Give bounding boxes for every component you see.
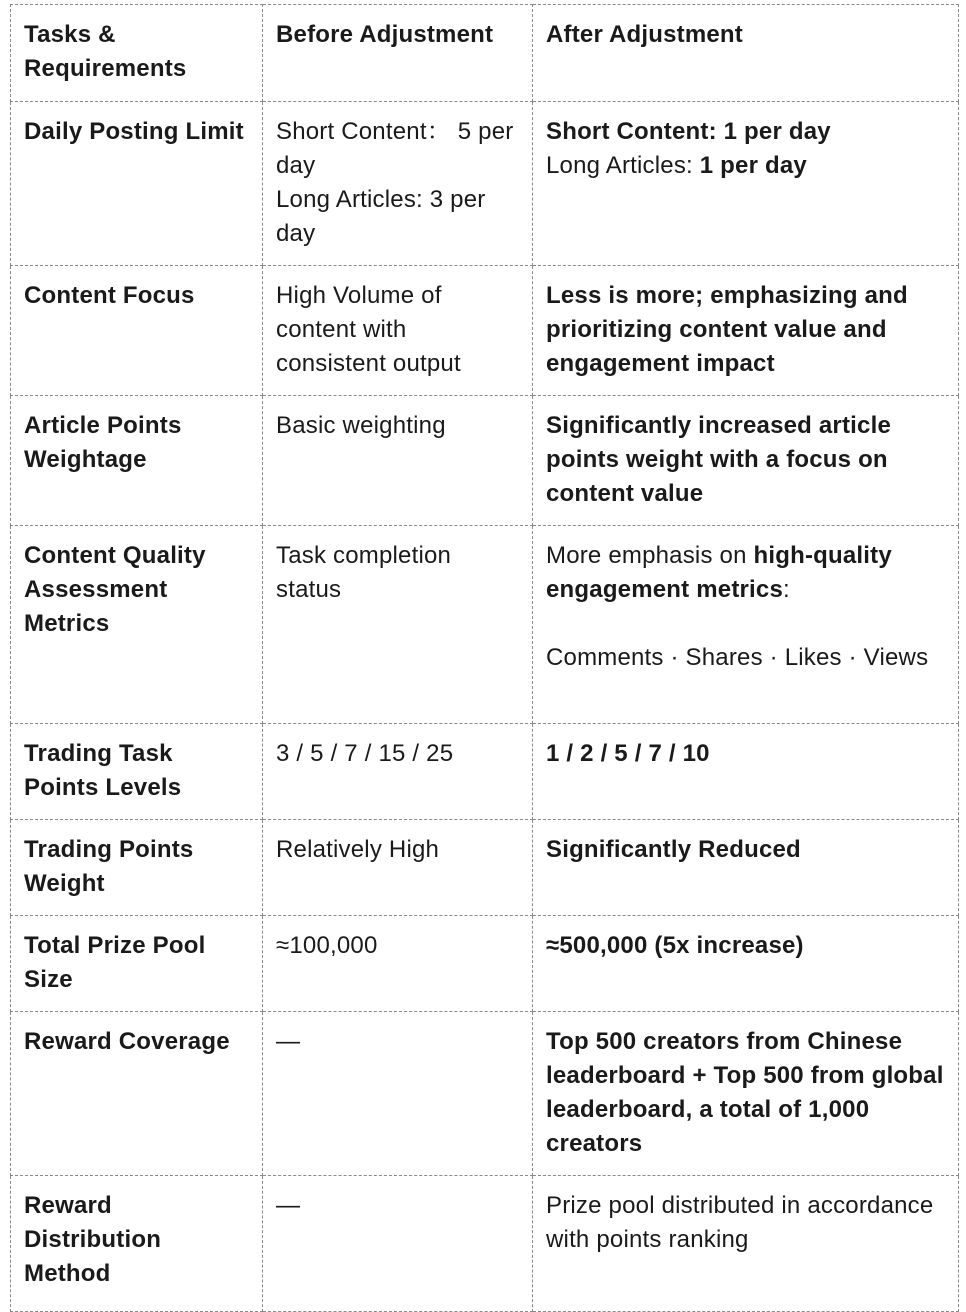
after-cell (533, 526, 959, 724)
comparison-table-container (10, 4, 958, 1312)
after-cell (533, 724, 959, 820)
after-suffix: : (783, 576, 790, 603)
row-label: Content Focus (11, 266, 263, 396)
comparison-table (10, 4, 959, 1312)
after-cell (533, 916, 959, 1012)
table-row-total-prize-pool-size (11, 916, 959, 1012)
before-cell (263, 102, 533, 266)
table-row-reward-coverage (11, 1012, 959, 1176)
after-cell (533, 102, 959, 266)
table-row-trading-task-points-levels (11, 724, 959, 820)
after-cell (533, 1012, 959, 1176)
table-row-content-quality-metrics (11, 526, 959, 724)
after-bold-metrics: high-quality engagement metrics (546, 542, 892, 603)
header-tasks-requirements: Tasks & Requirements (11, 5, 263, 102)
after-text: Less is more; emphasizing and prioritizing content value and engagement impact (546, 282, 908, 377)
table-header-row (11, 5, 959, 102)
after-cell (533, 820, 959, 916)
after-text: Top 500 creators from Chinese leaderboard + Top 500 from global leaderboard, a total of 1,000 creators (546, 1028, 944, 1157)
after-long-articles-value: 1 per day (699, 152, 807, 179)
row-label: Reward Distribution Method (11, 1176, 263, 1312)
row-label: Article Points Weightage (11, 396, 263, 526)
table-row-content-focus (11, 266, 959, 396)
after-prefix: More emphasis on (546, 542, 754, 569)
header-after-adjustment: After Adjustment (533, 5, 959, 102)
table-row-reward-distribution-method (11, 1176, 959, 1312)
after-cell (533, 266, 959, 396)
row-label: Daily Posting Limit (11, 102, 263, 266)
header-before-adjustment: Before Adjustment (263, 5, 533, 102)
table-row-trading-points-weight (11, 820, 959, 916)
before-cell: Relatively High (263, 820, 533, 916)
row-label: Trading Points Weight (11, 820, 263, 916)
before-cell: High Volume of content with consistent output (263, 266, 533, 396)
before-short-content: Short Content： 5 per day (276, 118, 514, 179)
row-label: Reward Coverage (11, 1012, 263, 1176)
after-text: Significantly Reduced (546, 836, 801, 863)
before-long-articles: Long Articles: 3 per day (276, 186, 486, 247)
after-text: Significantly increased article points weight with a focus on content value (546, 412, 892, 507)
before-cell: 3 / 5 / 7 / 15 / 25 (263, 724, 533, 820)
table-row-daily-posting-limit (11, 102, 959, 266)
before-cell: Basic weighting (263, 396, 533, 526)
after-text: ≈500,000 (5x increase) (546, 932, 804, 959)
after-text: 1 / 2 / 5 / 7 / 10 (546, 740, 710, 767)
row-label: Content Quality Assessment Metrics (11, 526, 263, 724)
after-short-content: Short Content: 1 per day (546, 118, 831, 145)
after-cell (533, 396, 959, 526)
row-label: Total Prize Pool Size (11, 916, 263, 1012)
before-cell: ≈100,000 (263, 916, 533, 1012)
after-cell: Prize pool distributed in accordance with points ranking (533, 1176, 959, 1312)
before-cell: Task completion status (263, 526, 533, 724)
after-long-articles-label: Long Articles: (546, 152, 700, 179)
after-metrics-list: Comments · Shares · Likes · Views (546, 644, 929, 671)
before-cell: — (263, 1012, 533, 1176)
row-label: Trading Task Points Levels (11, 724, 263, 820)
table-row-article-points-weightage (11, 396, 959, 526)
before-cell: — (263, 1176, 533, 1312)
